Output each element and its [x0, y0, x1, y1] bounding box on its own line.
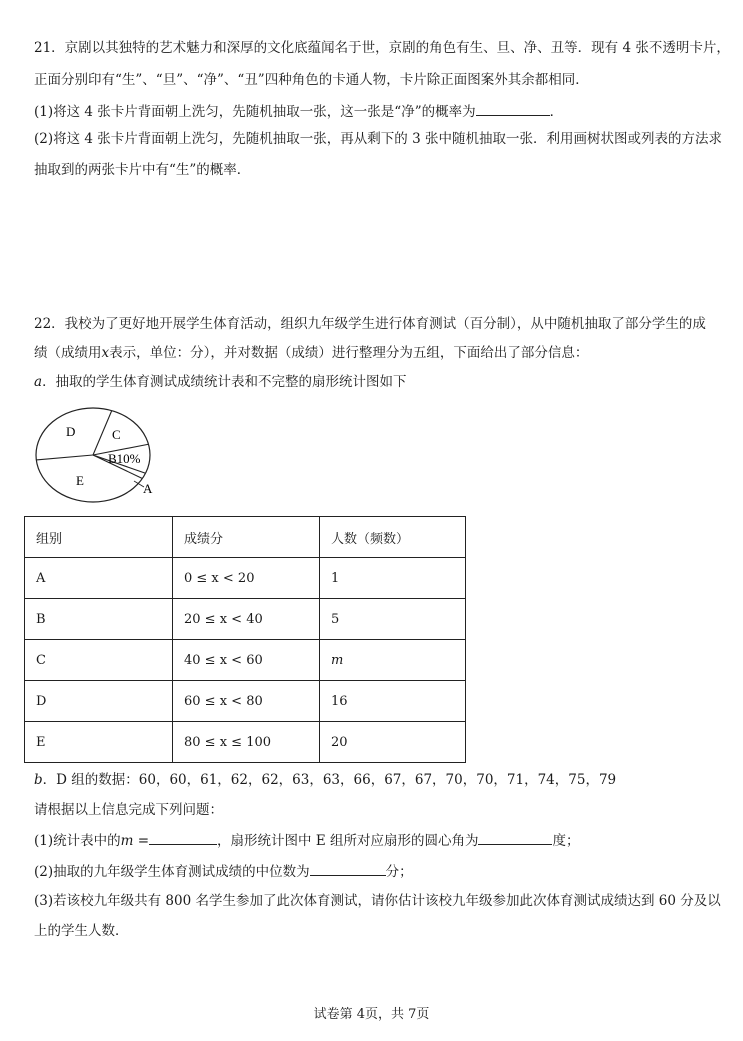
- pie-chart: [30, 405, 162, 507]
- q21-part2-line2: 抽取到的两张卡片中有“生”的概率．: [34, 162, 251, 178]
- table-cell-group: E: [25, 722, 173, 763]
- table-row: [25, 599, 466, 640]
- q21-part1-answer-blank[interactable]: [476, 101, 550, 116]
- table-row: [25, 722, 466, 763]
- pie-label-B: [108, 451, 141, 466]
- q22-part1: [34, 830, 579, 850]
- q21-part1-end: ．: [549, 104, 564, 120]
- table-cell-range: 40 ≤ x < 60: [173, 640, 320, 681]
- table-cell-count: 16: [320, 681, 466, 722]
- table-cell-range: 80 ≤ x ≤ 100: [173, 722, 320, 763]
- q22-part3-line1: (3)若该校九年级共有 800 名学生参加了此次体育测试，请你估计该校九年级参加此次体育测试成绩达到 60 分及以: [34, 893, 721, 909]
- q21-part1-text: (1)将这 4 张卡片背面朝上洗匀，先随机抽取一张，这一张是“净”的概率为: [34, 104, 476, 120]
- q22-info-a-label: a: [34, 374, 43, 390]
- q22-info-b-label: b: [34, 772, 43, 788]
- pie-label-B-percent: 10%: [116, 451, 141, 466]
- q22-variable-x: x: [101, 345, 110, 361]
- table-row: [25, 681, 466, 722]
- pie-label-D: D: [66, 424, 76, 439]
- pie-label-C: C: [112, 427, 121, 442]
- table-cell-group: C: [25, 640, 173, 681]
- q22-part1-a: (1)统计表中的: [34, 833, 121, 849]
- q22-info-b: [34, 771, 616, 789]
- score-table: [24, 516, 466, 763]
- q22-line2-b: 表示，单位：分），并对数据（成绩）进行整理分为五组，下面给出了部分信息：: [109, 345, 589, 361]
- q22-line1: 22．我校为了更好地开展学生体育活动，组织九年级学生进行体育测试（百分制），从中随机抽取了部分学生的成: [34, 316, 706, 332]
- q22-part2-b: 分；: [385, 864, 413, 880]
- q22-info-b-text: ．D 组的数据：60，60，61，62，62，63，63，66，67，67，70，70，71，74，75，79: [42, 772, 617, 788]
- q22-line2: [34, 344, 588, 362]
- q22-part1-var-m: m: [120, 833, 134, 849]
- pie-boundary-D: [93, 411, 112, 455]
- q22-info-a-text: ．抽取的学生体育测试成绩统计表和不完整的扇形统计图如下: [42, 374, 407, 390]
- q22-prompt: 请根据以上信息完成下列问题：: [34, 802, 223, 818]
- table-row: [25, 558, 466, 599]
- pie-label-A: A: [143, 481, 153, 496]
- table-cell-group: D: [25, 681, 173, 722]
- q22-info-a: [34, 373, 407, 391]
- pie-boundary-E: [36, 455, 93, 460]
- table-cell-group: B: [25, 599, 173, 640]
- q22-part2-median-blank[interactable]: [310, 861, 386, 876]
- table-header-range: 成绩分: [173, 517, 320, 558]
- page-footer: 试卷第 4页，共 7页: [313, 1007, 430, 1022]
- table-cell-count: 20: [320, 722, 466, 763]
- q22-part1-m-blank[interactable]: [149, 830, 217, 845]
- q22-line2-a: 绩（成绩用: [34, 345, 102, 361]
- q21-line1: 21．京剧以其独特的艺术魅力和深厚的文化底蕴闻名于世，京剧的角色有生、旦、净、丑等．现有 4 张不透明卡片，: [34, 40, 730, 56]
- q22-part1-d: 度；: [552, 833, 580, 849]
- q22-part2: [34, 861, 413, 881]
- q21-part1: [34, 101, 563, 121]
- table-cell-group: A: [25, 558, 173, 599]
- q22-part1-angle-blank[interactable]: [478, 830, 552, 845]
- table-cell-range: 0 ≤ x < 20: [173, 558, 320, 599]
- table-cell-count: 5: [320, 599, 466, 640]
- q21-part2-line1: (2)将这 4 张卡片背面朝上洗匀，先随机抽取一张，再从剩下的 3 张中随机抽取一张．利用画树状图或列表的方法求: [34, 131, 722, 147]
- table-header-row: [25, 517, 466, 558]
- q22-part3-line2: 上的学生人数．: [34, 923, 129, 939]
- pie-label-B-name: B: [108, 451, 117, 466]
- table-cell-range: 60 ≤ x < 80: [173, 681, 320, 722]
- q22-part1-b: =: [133, 833, 150, 849]
- table-row: [25, 640, 466, 681]
- pie-label-E: E: [76, 473, 84, 488]
- q21-line2: 正面分别印有“生”、“旦”、“净”、“丑”四种角色的卡通人物，卡片除正面图案外其余都相同．: [34, 72, 589, 88]
- table-header-group: 组别: [25, 517, 173, 558]
- table-cell-count: m: [320, 640, 466, 681]
- table-header-count: 人数（频数）: [320, 517, 466, 558]
- table-cell-count: 1: [320, 558, 466, 599]
- q22-part1-c: ，扇形统计图中 E 组所对应扇形的圆心角为: [217, 833, 479, 849]
- q22-part2-a: (2)抽取的九年级学生体育测试成绩的中位数为: [34, 864, 310, 880]
- table-cell-range: 20 ≤ x < 40: [173, 599, 320, 640]
